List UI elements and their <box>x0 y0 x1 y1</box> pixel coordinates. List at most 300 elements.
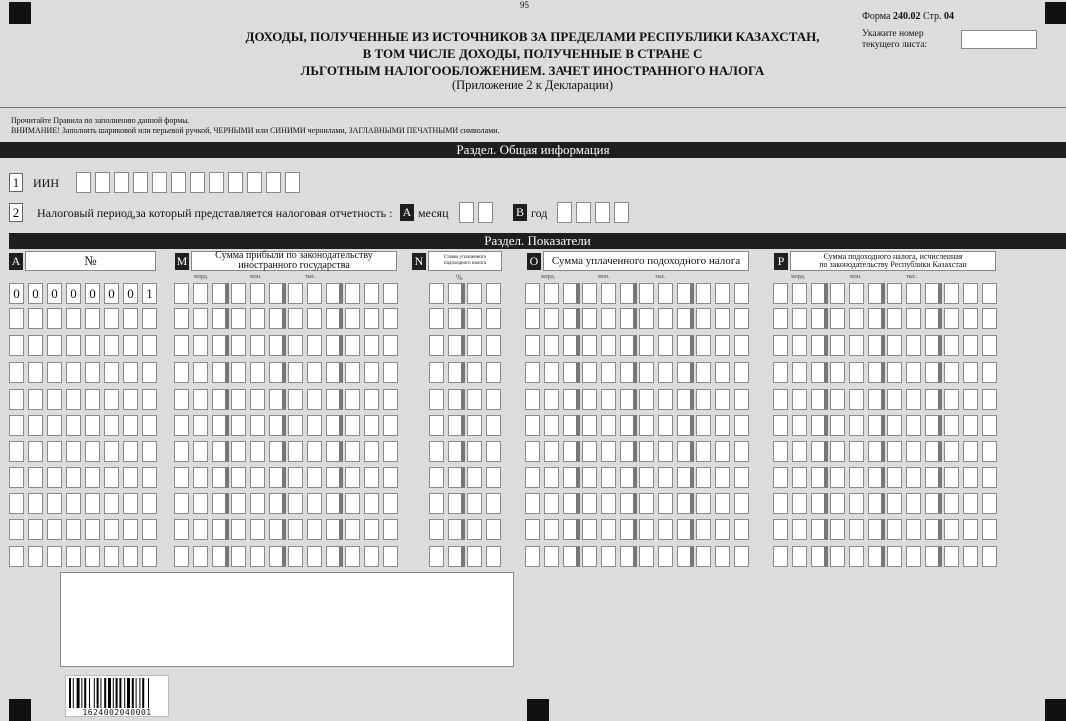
computed-tax-cell[interactable] <box>906 335 921 356</box>
profit-amount-cell[interactable] <box>326 283 343 304</box>
computed-tax-cell[interactable] <box>773 493 788 514</box>
row-number-cell[interactable] <box>85 546 100 567</box>
tax-rate-cell[interactable] <box>467 467 482 488</box>
paid-tax-cell[interactable] <box>658 493 673 514</box>
computed-tax-cell[interactable] <box>982 362 997 383</box>
paid-tax-cell[interactable] <box>620 415 637 436</box>
row-number-cell[interactable] <box>28 389 43 410</box>
profit-amount-cell[interactable] <box>193 546 208 567</box>
profit-amount-cell[interactable] <box>269 283 286 304</box>
row-number-cell[interactable] <box>28 415 43 436</box>
computed-tax-cell[interactable] <box>925 493 942 514</box>
profit-amount-cell[interactable] <box>345 415 360 436</box>
row-number-cell[interactable] <box>47 362 62 383</box>
paid-tax-cell[interactable] <box>677 546 694 567</box>
paid-tax-cell[interactable] <box>544 467 559 488</box>
profit-amount-cell[interactable] <box>288 308 303 329</box>
computed-tax-cell[interactable] <box>887 467 902 488</box>
paid-tax-cell[interactable] <box>563 546 580 567</box>
profit-amount-cell[interactable] <box>345 546 360 567</box>
profit-amount-cell[interactable] <box>364 362 379 383</box>
computed-tax-cell[interactable] <box>830 283 845 304</box>
paid-tax-cell[interactable] <box>525 283 540 304</box>
tax-rate-cell[interactable] <box>429 546 444 567</box>
row-number-cell[interactable] <box>123 493 138 514</box>
profit-amount-cell[interactable] <box>288 362 303 383</box>
tax-rate-cell[interactable] <box>448 389 465 410</box>
profit-amount-cell[interactable] <box>212 335 229 356</box>
computed-tax-cell[interactable] <box>963 415 978 436</box>
row-number-cell[interactable] <box>142 389 157 410</box>
tax-rate-cell[interactable] <box>467 389 482 410</box>
computed-tax-cell[interactable] <box>830 519 845 540</box>
computed-tax-cell[interactable] <box>811 362 828 383</box>
computed-tax-cell[interactable] <box>792 283 807 304</box>
tax-rate-cell[interactable] <box>486 519 501 540</box>
row-number-cell[interactable] <box>9 362 24 383</box>
paid-tax-cell[interactable] <box>734 441 749 462</box>
paid-tax-cell[interactable] <box>715 335 730 356</box>
computed-tax-cell[interactable] <box>963 467 978 488</box>
tax-rate-cell[interactable] <box>486 415 501 436</box>
paid-tax-cell[interactable] <box>696 389 711 410</box>
tax-rate-cell[interactable] <box>467 546 482 567</box>
paid-tax-cell[interactable] <box>677 362 694 383</box>
row-number-cell[interactable] <box>104 335 119 356</box>
profit-amount-cell[interactable] <box>364 283 379 304</box>
tax-rate-cell[interactable] <box>486 335 501 356</box>
paid-tax-cell[interactable] <box>582 441 597 462</box>
profit-amount-cell[interactable] <box>212 389 229 410</box>
paid-tax-cell[interactable] <box>544 362 559 383</box>
profit-amount-cell[interactable] <box>212 519 229 540</box>
paid-tax-cell[interactable] <box>658 415 673 436</box>
row-number-cell[interactable] <box>28 308 43 329</box>
computed-tax-cell[interactable] <box>944 519 959 540</box>
computed-tax-cell[interactable] <box>792 389 807 410</box>
computed-tax-cell[interactable] <box>925 519 942 540</box>
iin-digit-cell[interactable] <box>114 172 129 193</box>
profit-amount-cell[interactable] <box>250 283 265 304</box>
row-number-cell[interactable] <box>123 415 138 436</box>
tax-rate-cell[interactable] <box>486 283 501 304</box>
paid-tax-cell[interactable] <box>563 493 580 514</box>
row-number-cell[interactable] <box>66 415 81 436</box>
paid-tax-cell[interactable] <box>582 335 597 356</box>
paid-tax-cell[interactable] <box>544 283 559 304</box>
paid-tax-cell[interactable] <box>696 441 711 462</box>
row-number-cell[interactable] <box>47 519 62 540</box>
profit-amount-cell[interactable] <box>193 389 208 410</box>
row-number-cell[interactable] <box>142 493 157 514</box>
computed-tax-cell[interactable] <box>887 362 902 383</box>
profit-amount-cell[interactable] <box>345 389 360 410</box>
computed-tax-cell[interactable] <box>868 308 885 329</box>
row-number-cell[interactable] <box>104 308 119 329</box>
paid-tax-cell[interactable] <box>601 389 616 410</box>
iin-digit-cell[interactable] <box>285 172 300 193</box>
paid-tax-cell[interactable] <box>696 335 711 356</box>
profit-amount-cell[interactable] <box>364 308 379 329</box>
computed-tax-cell[interactable] <box>830 389 845 410</box>
computed-tax-cell[interactable] <box>982 467 997 488</box>
paid-tax-cell[interactable] <box>620 493 637 514</box>
row-number-cell[interactable] <box>142 546 157 567</box>
computed-tax-cell[interactable] <box>773 441 788 462</box>
row-number-cell[interactable]: 0 <box>47 283 62 304</box>
tax-rate-cell[interactable] <box>486 308 501 329</box>
row-number-cell[interactable] <box>9 467 24 488</box>
paid-tax-cell[interactable] <box>715 283 730 304</box>
row-number-cell[interactable] <box>47 546 62 567</box>
computed-tax-cell[interactable] <box>773 519 788 540</box>
paid-tax-cell[interactable] <box>734 519 749 540</box>
profit-amount-cell[interactable] <box>383 308 398 329</box>
year-digit-cell[interactable] <box>595 202 610 223</box>
row-number-cell[interactable] <box>142 467 157 488</box>
profit-amount-cell[interactable] <box>345 493 360 514</box>
paid-tax-cell[interactable] <box>544 493 559 514</box>
profit-amount-cell[interactable] <box>345 308 360 329</box>
paid-tax-cell[interactable] <box>639 467 654 488</box>
paid-tax-cell[interactable] <box>563 362 580 383</box>
row-number-cell[interactable] <box>123 389 138 410</box>
profit-amount-cell[interactable] <box>383 441 398 462</box>
computed-tax-cell[interactable] <box>811 467 828 488</box>
computed-tax-cell[interactable] <box>773 308 788 329</box>
profit-amount-cell[interactable] <box>250 519 265 540</box>
paid-tax-cell[interactable] <box>734 389 749 410</box>
paid-tax-cell[interactable] <box>601 415 616 436</box>
profit-amount-cell[interactable] <box>383 335 398 356</box>
tax-rate-cell[interactable] <box>467 362 482 383</box>
computed-tax-cell[interactable] <box>906 493 921 514</box>
computed-tax-cell[interactable] <box>868 362 885 383</box>
row-number-cell[interactable] <box>85 493 100 514</box>
profit-amount-cell[interactable] <box>174 493 189 514</box>
profit-amount-cell[interactable] <box>288 415 303 436</box>
computed-tax-cell[interactable] <box>906 389 921 410</box>
computed-tax-cell[interactable] <box>944 467 959 488</box>
paid-tax-cell[interactable] <box>696 362 711 383</box>
computed-tax-cell[interactable] <box>849 389 864 410</box>
row-number-cell[interactable] <box>28 546 43 567</box>
tax-rate-cell[interactable] <box>486 493 501 514</box>
iin-digit-cell[interactable] <box>95 172 110 193</box>
paid-tax-cell[interactable] <box>601 308 616 329</box>
row-number-cell[interactable] <box>142 362 157 383</box>
paid-tax-cell[interactable] <box>525 467 540 488</box>
profit-amount-cell[interactable] <box>193 362 208 383</box>
paid-tax-cell[interactable] <box>525 546 540 567</box>
computed-tax-cell[interactable] <box>830 308 845 329</box>
profit-amount-cell[interactable] <box>383 493 398 514</box>
profit-amount-cell[interactable] <box>174 389 189 410</box>
computed-tax-cell[interactable] <box>792 335 807 356</box>
row-number-cell[interactable] <box>47 308 62 329</box>
computed-tax-cell[interactable] <box>982 283 997 304</box>
paid-tax-cell[interactable] <box>658 389 673 410</box>
row-number-cell[interactable] <box>66 362 81 383</box>
row-number-cell[interactable] <box>9 335 24 356</box>
iin-digit-cell[interactable] <box>171 172 186 193</box>
row-number-cell[interactable] <box>9 389 24 410</box>
tax-rate-cell[interactable] <box>467 415 482 436</box>
tax-rate-cell[interactable] <box>467 441 482 462</box>
computed-tax-cell[interactable] <box>944 362 959 383</box>
paid-tax-cell[interactable] <box>544 308 559 329</box>
paid-tax-cell[interactable] <box>677 467 694 488</box>
profit-amount-cell[interactable] <box>231 415 246 436</box>
profit-amount-cell[interactable] <box>307 362 322 383</box>
profit-amount-cell[interactable] <box>212 415 229 436</box>
profit-amount-cell[interactable] <box>231 441 246 462</box>
row-number-cell[interactable] <box>9 415 24 436</box>
paid-tax-cell[interactable] <box>639 362 654 383</box>
computed-tax-cell[interactable] <box>792 362 807 383</box>
paid-tax-cell[interactable] <box>563 467 580 488</box>
profit-amount-cell[interactable] <box>288 519 303 540</box>
iin-digit-cell[interactable] <box>228 172 243 193</box>
computed-tax-cell[interactable] <box>868 493 885 514</box>
tax-rate-cell[interactable] <box>486 546 501 567</box>
row-number-cell[interactable] <box>47 441 62 462</box>
profit-amount-cell[interactable] <box>326 389 343 410</box>
computed-tax-cell[interactable] <box>773 389 788 410</box>
computed-tax-cell[interactable] <box>925 415 942 436</box>
profit-amount-cell[interactable] <box>326 493 343 514</box>
iin-digit-cell[interactable] <box>133 172 148 193</box>
paid-tax-cell[interactable] <box>525 415 540 436</box>
row-number-cell[interactable]: 0 <box>9 283 24 304</box>
paid-tax-cell[interactable] <box>677 519 694 540</box>
row-number-cell[interactable] <box>104 519 119 540</box>
computed-tax-cell[interactable] <box>811 519 828 540</box>
computed-tax-cell[interactable] <box>868 441 885 462</box>
paid-tax-cell[interactable] <box>734 308 749 329</box>
iin-field[interactable] <box>76 172 301 193</box>
paid-tax-cell[interactable] <box>601 283 616 304</box>
profit-amount-cell[interactable] <box>231 546 246 567</box>
tax-rate-cell[interactable] <box>467 519 482 540</box>
computed-tax-cell[interactable] <box>773 467 788 488</box>
row-number-cell[interactable] <box>104 546 119 567</box>
row-number-cell[interactable] <box>142 335 157 356</box>
computed-tax-cell[interactable] <box>944 308 959 329</box>
computed-tax-cell[interactable] <box>887 335 902 356</box>
profit-amount-cell[interactable] <box>345 283 360 304</box>
computed-tax-cell[interactable] <box>811 493 828 514</box>
profit-amount-cell[interactable] <box>250 335 265 356</box>
paid-tax-cell[interactable] <box>582 283 597 304</box>
row-number-cell[interactable] <box>123 335 138 356</box>
row-number-cell[interactable] <box>123 519 138 540</box>
computed-tax-cell[interactable] <box>811 335 828 356</box>
paid-tax-cell[interactable] <box>677 283 694 304</box>
tax-rate-cell[interactable] <box>486 441 501 462</box>
paid-tax-cell[interactable] <box>677 389 694 410</box>
computed-tax-cell[interactable] <box>944 441 959 462</box>
row-number-cell[interactable] <box>66 519 81 540</box>
computed-tax-cell[interactable] <box>792 441 807 462</box>
tax-rate-cell[interactable] <box>448 308 465 329</box>
tax-rate-cell[interactable] <box>429 519 444 540</box>
paid-tax-cell[interactable] <box>544 519 559 540</box>
computed-tax-cell[interactable] <box>906 467 921 488</box>
row-number-cell[interactable] <box>28 362 43 383</box>
comment-box[interactable] <box>60 572 514 667</box>
paid-tax-cell[interactable] <box>715 441 730 462</box>
computed-tax-cell[interactable] <box>963 493 978 514</box>
row-number-cell[interactable] <box>104 467 119 488</box>
row-number-cell[interactable] <box>47 389 62 410</box>
paid-tax-cell[interactable] <box>715 362 730 383</box>
tax-rate-cell[interactable] <box>429 415 444 436</box>
profit-amount-cell[interactable] <box>307 441 322 462</box>
row-number-cell[interactable] <box>104 362 119 383</box>
paid-tax-cell[interactable] <box>715 415 730 436</box>
computed-tax-cell[interactable] <box>982 519 997 540</box>
paid-tax-cell[interactable] <box>563 308 580 329</box>
tax-rate-cell[interactable] <box>429 467 444 488</box>
tax-rate-cell[interactable] <box>429 335 444 356</box>
iin-digit-cell[interactable] <box>209 172 224 193</box>
computed-tax-cell[interactable] <box>982 441 997 462</box>
paid-tax-cell[interactable] <box>582 362 597 383</box>
profit-amount-cell[interactable] <box>326 467 343 488</box>
profit-amount-cell[interactable] <box>364 441 379 462</box>
paid-tax-cell[interactable] <box>658 362 673 383</box>
row-number-cell[interactable] <box>123 362 138 383</box>
computed-tax-cell[interactable] <box>849 546 864 567</box>
tax-rate-cell[interactable] <box>448 493 465 514</box>
computed-tax-cell[interactable] <box>849 415 864 436</box>
year-digit-cell[interactable] <box>614 202 629 223</box>
profit-amount-cell[interactable] <box>231 335 246 356</box>
tax-rate-cell[interactable] <box>429 441 444 462</box>
row-number-cell[interactable] <box>142 519 157 540</box>
paid-tax-cell[interactable] <box>677 335 694 356</box>
profit-amount-cell[interactable] <box>307 308 322 329</box>
computed-tax-cell[interactable] <box>773 546 788 567</box>
paid-tax-cell[interactable] <box>715 519 730 540</box>
row-number-cell[interactable] <box>66 389 81 410</box>
computed-tax-cell[interactable] <box>773 362 788 383</box>
profit-amount-cell[interactable] <box>345 467 360 488</box>
row-number-cell[interactable] <box>85 335 100 356</box>
row-number-cell[interactable] <box>66 467 81 488</box>
profit-amount-cell[interactable] <box>269 415 286 436</box>
paid-tax-cell[interactable] <box>544 441 559 462</box>
tax-rate-cell[interactable] <box>429 308 444 329</box>
computed-tax-cell[interactable] <box>944 283 959 304</box>
row-number-cell[interactable] <box>142 441 157 462</box>
profit-amount-cell[interactable] <box>212 546 229 567</box>
profit-amount-cell[interactable] <box>250 415 265 436</box>
profit-amount-cell[interactable] <box>193 415 208 436</box>
row-number-cell[interactable]: 0 <box>123 283 138 304</box>
paid-tax-cell[interactable] <box>620 389 637 410</box>
paid-tax-cell[interactable] <box>582 546 597 567</box>
paid-tax-cell[interactable] <box>563 415 580 436</box>
paid-tax-cell[interactable] <box>582 389 597 410</box>
paid-tax-cell[interactable] <box>620 546 637 567</box>
profit-amount-cell[interactable] <box>250 389 265 410</box>
profit-amount-cell[interactable] <box>212 362 229 383</box>
profit-amount-cell[interactable] <box>307 546 322 567</box>
row-number-cell[interactable]: 1 <box>142 283 157 304</box>
computed-tax-cell[interactable] <box>887 546 902 567</box>
paid-tax-cell[interactable] <box>563 335 580 356</box>
computed-tax-cell[interactable] <box>887 441 902 462</box>
computed-tax-cell[interactable] <box>963 335 978 356</box>
profit-amount-cell[interactable] <box>193 467 208 488</box>
profit-amount-cell[interactable] <box>288 493 303 514</box>
profit-amount-cell[interactable] <box>345 519 360 540</box>
row-number-cell[interactable] <box>123 546 138 567</box>
computed-tax-cell[interactable] <box>849 493 864 514</box>
computed-tax-cell[interactable] <box>849 335 864 356</box>
profit-amount-cell[interactable] <box>231 519 246 540</box>
profit-amount-cell[interactable] <box>326 546 343 567</box>
row-number-cell[interactable] <box>104 493 119 514</box>
computed-tax-cell[interactable] <box>944 415 959 436</box>
computed-tax-cell[interactable] <box>982 546 997 567</box>
tax-rate-cell[interactable] <box>429 362 444 383</box>
paid-tax-cell[interactable] <box>639 415 654 436</box>
paid-tax-cell[interactable] <box>696 519 711 540</box>
profit-amount-cell[interactable] <box>174 283 189 304</box>
paid-tax-cell[interactable] <box>544 415 559 436</box>
profit-amount-cell[interactable] <box>326 441 343 462</box>
paid-tax-cell[interactable] <box>715 389 730 410</box>
paid-tax-cell[interactable] <box>544 335 559 356</box>
paid-tax-cell[interactable] <box>525 519 540 540</box>
paid-tax-cell[interactable] <box>658 308 673 329</box>
paid-tax-cell[interactable] <box>601 493 616 514</box>
computed-tax-cell[interactable] <box>849 519 864 540</box>
computed-tax-cell[interactable] <box>849 467 864 488</box>
year-digit-cell[interactable] <box>557 202 572 223</box>
profit-amount-cell[interactable] <box>307 415 322 436</box>
profit-amount-cell[interactable] <box>364 519 379 540</box>
paid-tax-cell[interactable] <box>639 441 654 462</box>
iin-digit-cell[interactable] <box>190 172 205 193</box>
profit-amount-cell[interactable] <box>288 546 303 567</box>
tax-rate-cell[interactable] <box>448 467 465 488</box>
row-number-cell[interactable]: 0 <box>104 283 119 304</box>
profit-amount-cell[interactable] <box>383 467 398 488</box>
profit-amount-cell[interactable] <box>364 415 379 436</box>
computed-tax-cell[interactable] <box>811 546 828 567</box>
row-number-cell[interactable] <box>9 308 24 329</box>
computed-tax-cell[interactable] <box>887 283 902 304</box>
paid-tax-cell[interactable] <box>677 441 694 462</box>
row-number-cell[interactable] <box>47 467 62 488</box>
iin-digit-cell[interactable] <box>76 172 91 193</box>
paid-tax-cell[interactable] <box>639 519 654 540</box>
tax-rate-cell[interactable] <box>448 335 465 356</box>
computed-tax-cell[interactable] <box>868 415 885 436</box>
paid-tax-cell[interactable] <box>639 335 654 356</box>
row-number-cell[interactable] <box>123 467 138 488</box>
computed-tax-cell[interactable] <box>944 335 959 356</box>
profit-amount-cell[interactable] <box>345 335 360 356</box>
paid-tax-cell[interactable] <box>525 335 540 356</box>
row-number-cell[interactable] <box>9 493 24 514</box>
tax-rate-cell[interactable] <box>448 415 465 436</box>
profit-amount-cell[interactable] <box>250 546 265 567</box>
